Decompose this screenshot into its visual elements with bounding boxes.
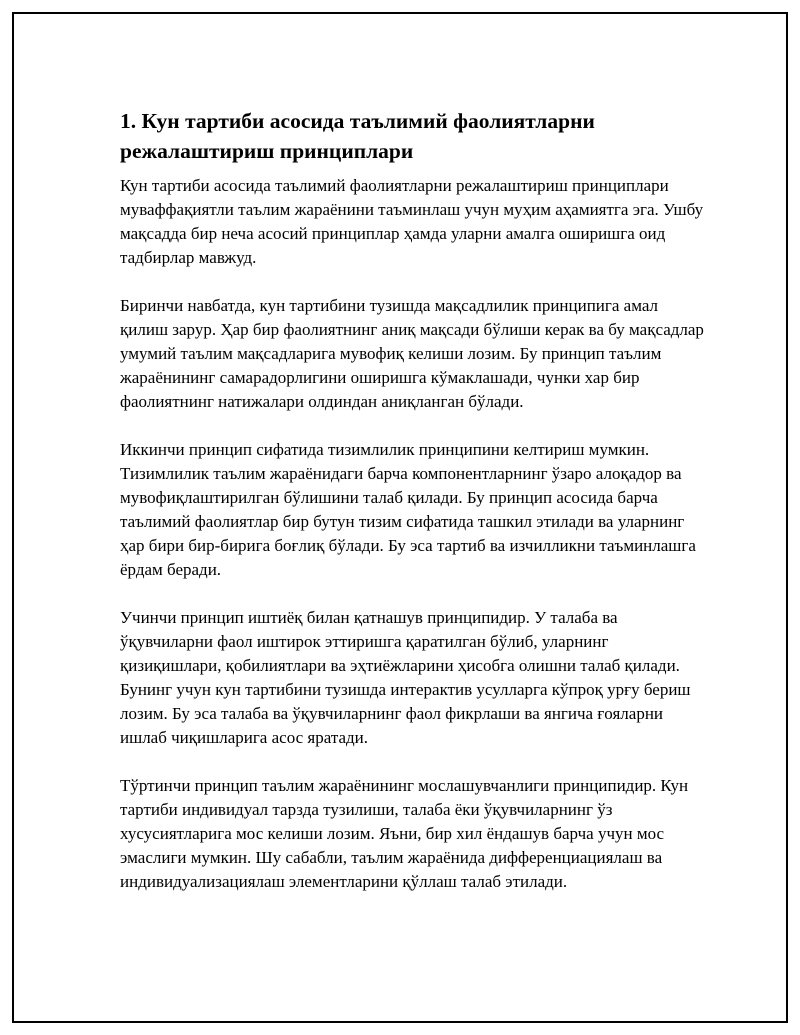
page-frame [12,12,788,1023]
document-body [120,106,710,918]
paragraph-fourth-principle: Тўртинчи принцип таълим жараёнининг мослашувчанлиги принципидир. Кун тартиби индивидуал тарзда тузилиши, талаба ёки ўқувчиларнинг ўз хусусиятларига мос келиши лозим. Яъни, бир хил ёндашув барча учун мос эмаслиги мумкин. Шу сабабли, таълим жараёнида дифференциациялаш ва индивидуализациялаш элементларини қўллаш талаб этилади. [120,776,689,891]
paragraph-intro: Кун тартиби асосида таълимий фаолиятларни режалаштириш принциплари муваффақиятли таълим жараёнини таъминлаш учун муҳим аҳамиятга эга. Ушбу мақсадда бир неча асосий принциплар ҳамда уларни амалга оширишга оид тадбирлар мавжуд. [120,176,704,267]
paragraph-second-principle: Иккинчи принцип сифатида тизимлилик принципини келтириш мумкин. Тизимлилик таълим жараёнидаги барча компонентларнинг ўзаро алоқадор ва мувофиқлаштирилган бўлишини талаб қилади. Бу принцип асосида барча таълимий фаолиятлар бир бутун тизим сифатида ташкил этилади ва уларнинг ҳар бири бир-бирига боғлиқ бўлади. Бу эса тартиб ва изчилликни таъминлашга ёрдам беради. [120,440,696,579]
section-heading: 1. Кун тартиби асосида таълимий фаолиятларни режалаштириш принциплари [120,109,595,163]
paragraph-first-principle: Биринчи навбатда, кун тартибини тузишда мақсадлилик принципига амал қилиш зарур. Ҳар бир фаолиятнинг аниқ мақсади бўлиши керак ва бу мақсадлар умумий таълим мақсадларига мувофиқ келиши лозим. Бу принцип таълим жараёнининг самарадорлигини оширишга кўмаклашади, чунки хар бир фаолиятнинг натижалари олдиндан аниқланган бўлади. [120,296,704,411]
paragraph-third-principle: Учинчи принцип иштиёқ билан қатнашув принципидир. У талаба ва ўқувчиларни фаол иштирок эттиришга қаратилган бўлиб, уларнинг қизиқишлари, қобилиятлари ва эҳтиёжларини ҳисобга олишни талаб қилади. Бунинг учун кун тартибини тузишда интерактив усулларга кўпроқ урғу бериш лозим. Бу эса талаба ва ўқувчиларнинг фаол фикрлаши ва янгича ғояларни ишлаб чиқишларига асос яратади. [120,608,691,747]
